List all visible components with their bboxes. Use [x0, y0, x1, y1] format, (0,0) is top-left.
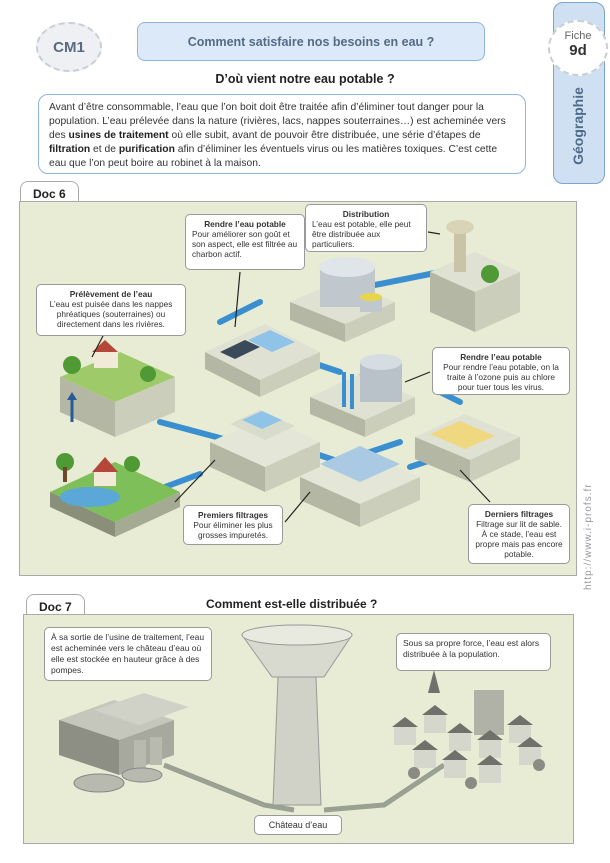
- storage-block: [290, 257, 395, 342]
- callout-prelevement-text: L’eau est puisée dans les nappes phréatiques (souterraines) ou directement dans les rivières.: [49, 299, 173, 329]
- callout-prelevement-title: Prélèvement de l’eau: [69, 289, 153, 299]
- callout-town-distribution-text: Sous sa propre force, l’eau est alors distribuée à la population.: [403, 638, 540, 659]
- fiche-label: Fiche: [564, 30, 592, 42]
- doc6-panel: [19, 201, 577, 576]
- callout-rendre2-title: Rendre l’eau potable: [460, 352, 542, 362]
- callout-plant-to-tower-text: À sa sortie de l’usine de traitement, l’eau est acheminée vers le château d’eau où elle est stockée en hauteur grâce à des pompes.: [51, 632, 205, 675]
- callout-town-distribution: [396, 633, 551, 671]
- callout-rendre1-title: Rendre l’eau potable: [204, 219, 286, 229]
- fiche-number: 9d: [569, 42, 587, 59]
- doc7-title: Comment est-elle distribuée ?: [206, 597, 378, 611]
- callout-derniers-title: Derniers filtrages: [484, 509, 554, 519]
- callout-rendre-potable-1: [185, 214, 305, 270]
- callout-distribution-title: Distribution: [342, 209, 390, 219]
- intro-bold-3: purification: [118, 144, 175, 155]
- site-watermark: http://www.i-profs.fr: [583, 483, 594, 590]
- callout-distribution-text: L’eau est potable, elle peut être distribuée aux particuliers.: [312, 219, 411, 249]
- callout-rendre1-text: Pour améliorer son goût et son aspect, elle est filtrée au charbon actif.: [192, 229, 298, 259]
- intro-bold-1: usines de traitement: [68, 130, 169, 141]
- doc7-tab: Doc 7: [26, 594, 85, 619]
- callout-premiers-text: Pour éliminer les plus grosses impuretés.: [193, 520, 273, 540]
- intro-bold-2: filtration: [49, 144, 91, 155]
- intro-text-1: Avant d’être consommable, l’eau que l’on boit doit être traitée afin d’éliminer tout danger pour la population. L’eau prélevée dans la nature (rivières, lacs, nappes souterraines…) est acheminée vers des: [49, 102, 506, 141]
- distribution-tower-block: [430, 220, 520, 332]
- callout-derniers-filtrages: [468, 504, 570, 564]
- river-block: [50, 453, 180, 537]
- intro-text-3: et de: [90, 144, 119, 155]
- callout-derniers-text: Filtrage sur lit de sable. À ce stade, l’eau est propre mais pas encore potable.: [475, 519, 563, 559]
- sand-filter-block: [415, 414, 520, 482]
- callout-plant-to-tower: [44, 627, 212, 681]
- section-title: D’où vient notre eau potable ?: [215, 72, 395, 86]
- intro-text-4: afin d’éliminer les éventuels virus ou les matières toxiques. C’est cette eau que l’on peut boire au robinet à la maison.: [49, 144, 498, 169]
- water-tower-label-text: Château d’eau: [268, 820, 328, 830]
- doc6-tab: Doc 6: [20, 181, 79, 206]
- callout-premiers-title: Premiers filtrages: [197, 510, 269, 520]
- intro-paragraph: [38, 94, 526, 174]
- water-tower-label: [254, 815, 342, 835]
- pipe-tower-town: [324, 765, 444, 810]
- callout-rendre2-text: Pour rendre l’eau potable, on la traite à l’ozone puis au chlore pour tuer tous les virus.: [443, 362, 559, 392]
- callout-distribution: [305, 204, 427, 252]
- callout-rendre-potable-2: [432, 347, 570, 395]
- subject-label: Géographie: [570, 87, 586, 165]
- water-tower: [242, 625, 352, 805]
- lesson-title: Comment satisfaire nos besoins en eau ?: [137, 22, 485, 61]
- town: [392, 670, 545, 789]
- callout-premiers-filtrages: [183, 505, 283, 545]
- treatment-plant: [59, 693, 189, 792]
- class-level-badge: CM1: [36, 22, 102, 72]
- doc7-panel: [23, 614, 574, 844]
- charcoal-filter-block: [205, 324, 320, 397]
- callout-prelevement: [36, 284, 186, 336]
- intro-text-2: où elle subit, avant de pouvoir être distribuée, une série d’étapes de: [168, 130, 481, 141]
